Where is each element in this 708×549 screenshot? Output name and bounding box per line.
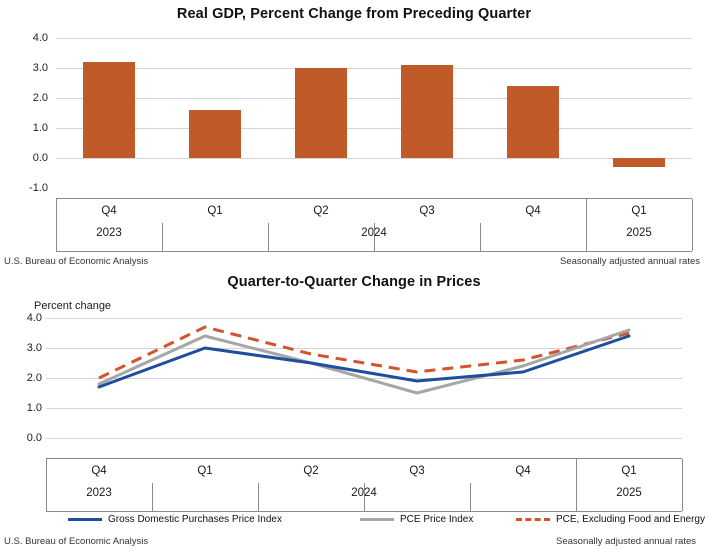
gdp-chart-title: Real GDP, Percent Change from Preceding Quarter — [176, 6, 532, 22]
prices-xlabel-q-3: Q3 — [409, 465, 425, 477]
gdp-ytick-neg1: -1.0 — [29, 182, 48, 194]
prices-ytick-1: 1.0 — [26, 402, 42, 414]
gdp-ytick-4: 4.0 — [32, 32, 48, 44]
gdp-xlabel-q-0: Q4 — [101, 205, 117, 217]
gdp-xlabel-q-2: Q2 — [313, 205, 329, 217]
legend-swatch-line-icon — [360, 518, 394, 521]
gdp-gridline-1 — [56, 128, 692, 129]
legend-swatch-line-icon — [68, 518, 102, 521]
prices-ytick-4: 4.0 — [26, 312, 42, 324]
gdp-xlabel-q-3: Q3 — [419, 205, 435, 217]
gdp-ytick-2: 2.0 — [32, 92, 48, 104]
prices-line-svg — [0, 308, 708, 448]
gdp-bar-2024-q4 — [507, 86, 559, 158]
prices-chart-panel — [0, 272, 708, 549]
legend-label-pce-ex-food-energy: PCE, Excluding Food and Energy — [556, 514, 705, 525]
gdp-xlabel-q-1: Q1 — [207, 205, 223, 217]
prices-xlabel-q-0: Q4 — [91, 465, 107, 477]
gdp-gridline-4 — [56, 38, 692, 39]
gdp-gridline-3 — [56, 68, 692, 69]
gdp-zero-line — [56, 158, 692, 159]
series-pce-ex-food-energy-line — [99, 327, 629, 378]
prices-xlabel-q-1: Q1 — [197, 465, 213, 477]
prices-legend — [42, 514, 705, 532]
prices-xlabel-q-5: Q1 — [621, 465, 637, 477]
prices-xlabel-q-2: Q2 — [303, 465, 319, 477]
gdp-xlabel-year-2024: 2024 — [361, 227, 387, 239]
gdp-category-axis — [56, 198, 692, 252]
legend-label-gross-domestic-purchases: Gross Domestic Purchases Price Index — [108, 514, 282, 525]
legend-item-pce-price-index — [360, 514, 473, 525]
legend-label-pce-price-index: PCE Price Index — [400, 514, 474, 525]
gdp-gridline-2 — [56, 98, 692, 99]
real-gdp-chart-panel — [0, 0, 708, 272]
prices-category-axis — [46, 458, 682, 512]
gdp-bar-2024-q1 — [189, 110, 241, 158]
prices-xlabel-year-2024: 2024 — [351, 487, 377, 499]
prices-ytick-3: 3.0 — [26, 342, 42, 354]
legend-swatch-dashed-line-icon — [516, 518, 550, 521]
gdp-xlabel-q-5: Q1 — [631, 205, 647, 217]
gdp-bar-2024-q2 — [295, 68, 347, 158]
gdp-xlabel-q-4: Q4 — [525, 205, 541, 217]
legend-item-gross-domestic-purchases — [68, 514, 282, 525]
gdp-ytick-3: 3.0 — [32, 62, 48, 74]
gdp-rate-note: Seasonally adjusted annual rates — [560, 256, 700, 267]
prices-axis-caption: Percent change — [34, 300, 112, 312]
gdp-plot-area — [0, 28, 708, 194]
prices-plot-area — [0, 308, 708, 448]
gdp-bar-2023-q4 — [83, 62, 135, 158]
prices-ytick-0: 0.0 — [26, 432, 42, 444]
gdp-bar-2025-q1 — [613, 158, 665, 167]
legend-item-pce-ex-food-energy — [516, 514, 705, 525]
prices-xlabel-q-4: Q4 — [515, 465, 531, 477]
prices-rate-note: Seasonally adjusted annual rates — [556, 536, 696, 547]
gdp-bar-2024-q3 — [401, 65, 453, 158]
gdp-xlabel-year-2025: 2025 — [626, 227, 652, 239]
gdp-source-note: U.S. Bureau of Economic Analysis — [4, 256, 149, 267]
prices-xlabel-year-2025: 2025 — [616, 487, 642, 499]
gdp-ytick-0: 0.0 — [32, 152, 48, 164]
prices-ytick-2: 2.0 — [26, 372, 42, 384]
gdp-xlabel-year-2023: 2023 — [96, 227, 122, 239]
prices-source-note: U.S. Bureau of Economic Analysis — [4, 536, 149, 547]
prices-chart-title: Quarter-to-Quarter Change in Prices — [227, 274, 481, 290]
gdp-ytick-1: 1.0 — [32, 122, 48, 134]
prices-xlabel-year-2023: 2023 — [86, 487, 112, 499]
